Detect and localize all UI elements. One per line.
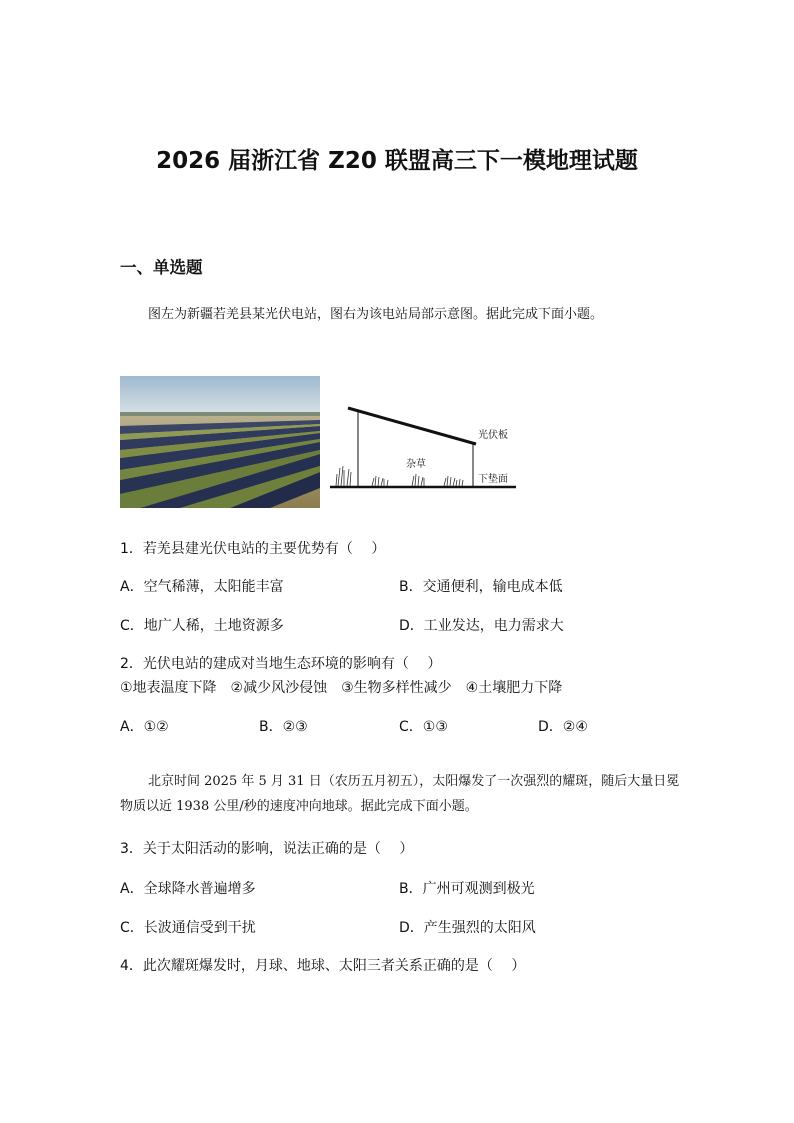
q2-option-a: A．①②	[120, 719, 169, 735]
q2-option-b: B．②③	[259, 719, 308, 735]
q3-option-c: C．长波通信受到干扰	[120, 920, 256, 936]
q1-option-b: B．交通便利，输电成本低	[399, 579, 563, 595]
q3-option-a: A．全球降水普遍增多	[120, 881, 256, 897]
pv-station-diagram	[328, 396, 524, 496]
question-1-stem: 1．若羌县建光伏电站的主要优势有（ ）	[120, 541, 386, 557]
q1-option-c: C．地广人稀，土地资源多	[120, 618, 284, 634]
intro-paragraph-1: 图左为新疆若羌县某光伏电站，图右为该电站局部示意图。据此完成下面小题。	[148, 307, 604, 322]
q1-option-d: D．工业发达，电力需求大	[399, 618, 564, 634]
question-3-stem: 3．关于太阳活动的影响，说法正确的是（ ）	[120, 841, 414, 857]
q3-option-d: D．产生强烈的太阳风	[399, 920, 536, 936]
q2-option-d: D．②④	[538, 719, 588, 735]
q1-option-a: A．空气稀薄，太阳能丰富	[120, 579, 284, 595]
question-4-stem: 4．此次耀斑爆发时，月球、地球、太阳三者关系正确的是（ ）	[120, 958, 526, 974]
q2-option-c: C．①③	[399, 719, 448, 735]
solar-farm-photo	[120, 376, 320, 508]
q3-option-b: B．广州可观测到极光	[399, 881, 535, 897]
question-2-items: ①地表温度下降 ②减少风沙侵蚀 ③生物多样性减少 ④土壤肥力下降	[120, 680, 563, 696]
ground-label: 下垫面	[478, 474, 508, 485]
weeds-label: 杂草	[406, 459, 426, 470]
document-title: 2026 届浙江省 Z20 联盟高三下一模地理试题	[156, 148, 638, 174]
intro-paragraph-2: 北京时间 2025 年 5 月 31 日（农历五月初五），太阳爆发了一次强烈的耀斑，随后大量日冕物质以近 1938 公里/秒的速度冲向地球。据此完成下面小题。	[120, 774, 680, 814]
question-2-stem: 2．光伏电站的建成对当地生态环境的影响有（ ）	[120, 656, 442, 672]
section-heading: 一、单选题	[120, 258, 203, 277]
panel-label: 光伏板	[478, 430, 508, 441]
